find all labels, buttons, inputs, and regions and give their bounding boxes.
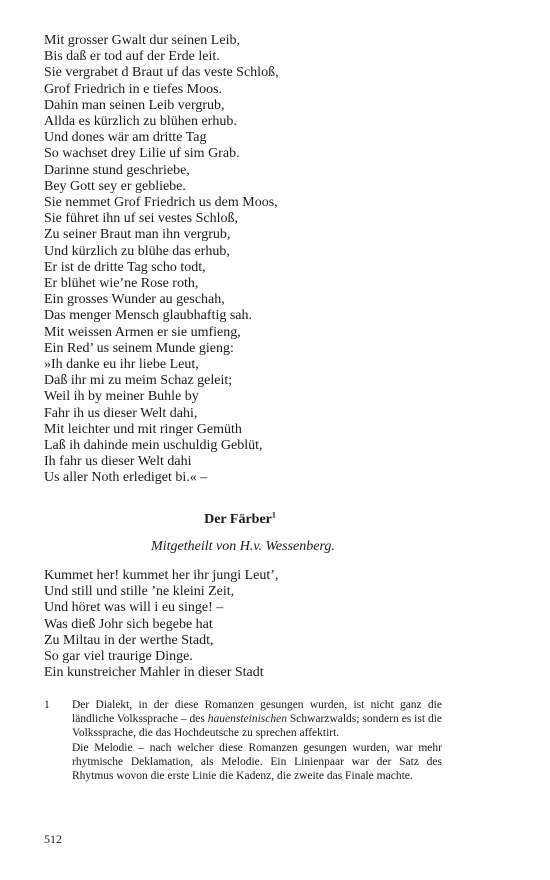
- verse-line: Dahin man seinen Leib vergrub,: [44, 97, 225, 113]
- footnote-paragraph-2: Die Melodie – nach welcher diese Romanzen gesungen wurden, war mehr rhytmische Deklamation, als Melodie. Ein Linienpaar war der Satz des Rhytmus wovon die erste Linie die Kadenz, die zweite das Finale machte.: [72, 741, 442, 783]
- verse-line: Zu seiner Braut man ihn vergrub,: [44, 227, 231, 243]
- page-number: 512: [44, 832, 62, 846]
- verse-line: Und still und stille ’ne kleini Zeit,: [44, 584, 235, 600]
- footnote-marker: 1: [271, 510, 276, 520]
- verse-line: Bey Gott sey er gebliebe.: [44, 178, 186, 194]
- verse-line: Weil ih by meiner Buhle by: [44, 389, 199, 405]
- verse-block-farber: [44, 568, 514, 681]
- verse-line: Was dieß Johr sich begebe hat: [44, 616, 213, 632]
- verse-line: Sie vergrabet d Braut uf das veste Schloß,: [44, 65, 279, 81]
- verse-line: Kummet her! kummet her ihr jungi Leut’,: [44, 568, 279, 583]
- verse-block-continued: [44, 33, 514, 487]
- footnote-paragraph-1: [72, 698, 442, 741]
- footnote-p1-end: Schwarzwalds; sondern es ist die Volkssprache, die das Hochdeutsche zu sprechen affektirt.: [72, 713, 442, 740]
- verse-line: Und dones wär am dritte Tag: [44, 130, 207, 146]
- song-attribution: Mitgetheilt von H.v. Wessenberg.: [151, 539, 335, 554]
- verse-line: Er ist de dritte Tag scho todt,: [44, 259, 206, 275]
- verse-line: Und kürzlich zu blühe das erhub,: [44, 243, 230, 259]
- verse-line: Us aller Noth erlediget bi.« –: [44, 470, 208, 486]
- footnote-text: [72, 698, 442, 783]
- verse-line: Ih fahr us dieser Welt dahi: [44, 454, 192, 470]
- verse-line: Mit weissen Armen er sie umfieng,: [44, 324, 241, 340]
- verse-line: Laß ih dahinde mein uschuldig Geblüt,: [44, 438, 263, 454]
- verse-line: Bis daß er tod auf der Erde leit.: [44, 49, 220, 65]
- verse-line: Und höret was will i eu singe! –: [44, 600, 224, 616]
- verse-line: Grof Friedrich in e tiefes Moos.: [44, 81, 223, 97]
- footnote-number: 1: [44, 699, 50, 711]
- verse-line: So gar viel traurige Dinge.: [44, 649, 193, 665]
- song-title: [0, 511, 480, 529]
- verse-line: Ein Red’ us seinem Munde gieng:: [44, 340, 234, 356]
- verse-line: Ein kunstreicher Mahler in dieser Stadt: [44, 665, 264, 681]
- verse-line: Das menger Mensch glaubhaftig sah.: [44, 308, 252, 324]
- verse-line: So wachset drey Lilie uf sim Grab.: [44, 146, 240, 162]
- song-title-text: Der Färber: [204, 512, 272, 527]
- verse-line: Fahr ih us dieser Welt dahi,: [44, 405, 198, 421]
- verse-line: Mit leichter und mit ringer Gemüth: [44, 421, 242, 437]
- verse-line: Allda es kürzlich zu blühen erhub.: [44, 114, 237, 130]
- verse-line: »Ih danke eu ihr liebe Leut,: [44, 357, 199, 373]
- verse-line: Sie führet ihn uf sei vestes Schloß,: [44, 211, 239, 227]
- verse-line: Sie nemmet Grof Friedrich us dem Moos,: [44, 195, 278, 211]
- verse-line: Er blühet wie’ne Rose roth,: [44, 276, 199, 292]
- footnote-p1-italic: hauensteinischen: [207, 713, 287, 726]
- verse-line: Zu Miltau in der werthe Stadt,: [44, 632, 214, 648]
- verse-line: Mit grosser Gwalt dur seinen Leib,: [44, 33, 240, 48]
- verse-line: Daß ihr mi zu meim Schaz geleit;: [44, 373, 233, 389]
- verse-line: Darinne stund geschriebe,: [44, 162, 190, 178]
- verse-line: Ein grosses Wunder au geschah,: [44, 292, 225, 308]
- footnote-p1-start: Der Dialekt, in der diese Romanzen gesungen wurden, ist nicht ganz die ländliche Volkssprache – des: [72, 699, 442, 726]
